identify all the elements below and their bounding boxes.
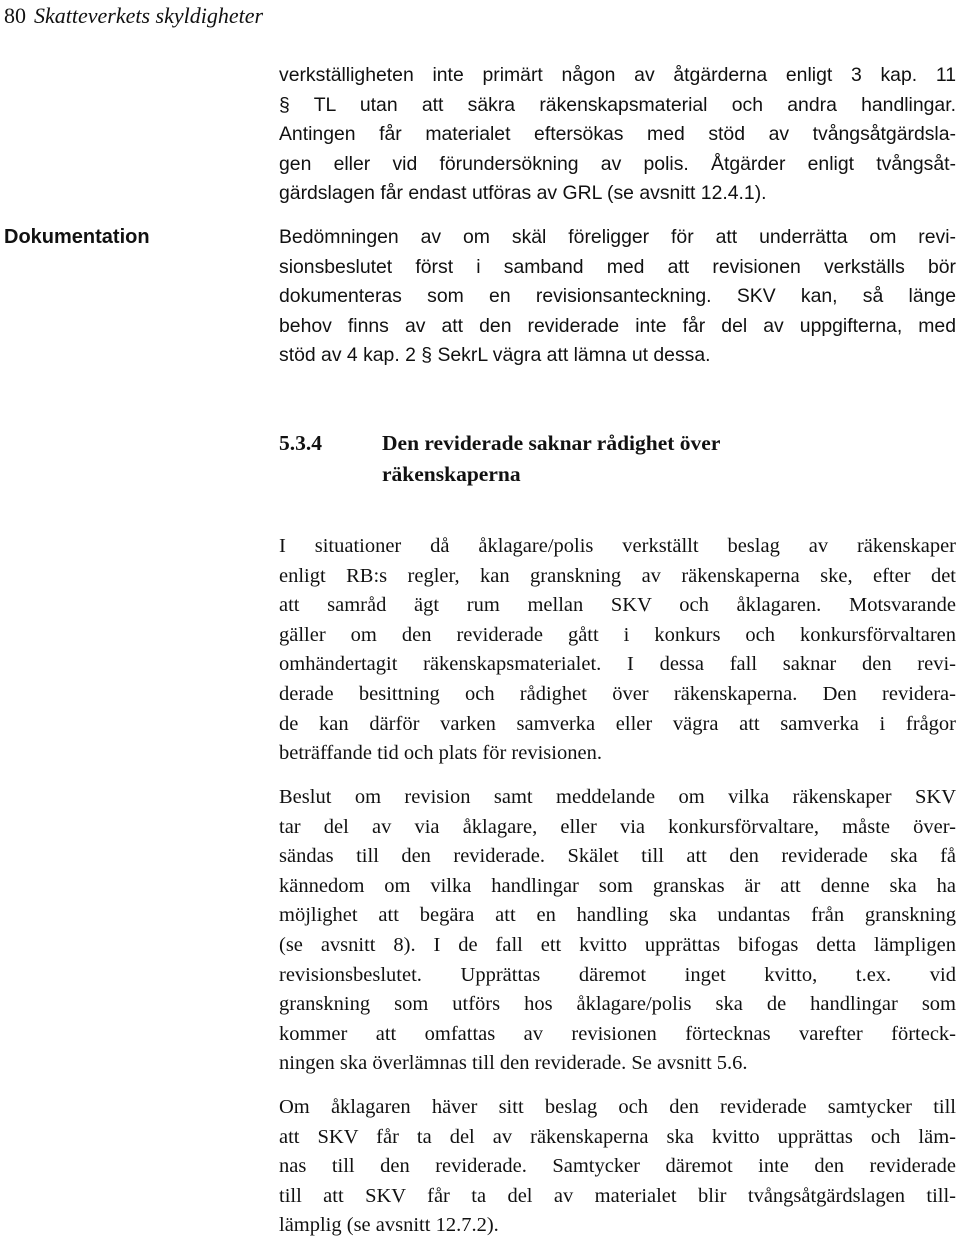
dokumentation-paragraph — [279, 223, 956, 371]
text-line: att samråd ägt rum mellan SKV och åklagaren. Motsvarande — [279, 594, 956, 617]
text-line: Om åklagaren häver sitt beslag och den reviderade samtycker till — [279, 1096, 956, 1118]
margin-heading: Dokumentation — [4, 226, 150, 248]
text-line: till att SKV får ta del av materialet blir tvångsåtgärdslagen till- — [279, 1184, 956, 1207]
text-line: gärdslagen får endast utföras av GRL (se avsnitt 12.4.1). — [279, 182, 767, 205]
text-line: I situationer då åklagare/polis verkställt beslag av räkenskaper — [279, 535, 956, 557]
page-header — [4, 2, 263, 30]
text-line: lämplig (se avsnitt 12.7.2). — [279, 1214, 499, 1237]
text-line: revisionsbeslutet. Upprättas däremot inget kvitto, t.ex. vid — [279, 963, 956, 986]
text-line: de kan därför varken samverka eller vägra att samverka i frågor — [279, 712, 956, 735]
text-line: Beslut om revision samt meddelande om vilka räkenskaper SKV — [279, 786, 956, 808]
intro-paragraph — [279, 61, 956, 209]
text-line: Antingen får materialet eftersökas med stöd av tvångsåtgärdsla- — [279, 123, 956, 146]
text-line: stöd av 4 kap. 2 § SekrL vägra att lämna ut dessa. — [279, 344, 711, 367]
text-line: dokumenteras som en revisionsanteckning. SKV kan, så länge — [279, 285, 956, 308]
text-line: ningen ska överlämnas till den reviderade. Se avsnitt 5.6. — [279, 1052, 748, 1075]
text-line: kännedom om vilka handlingar som granskas är att denne ska ha — [279, 874, 956, 897]
text-line: att SKV får ta del av räkenskaperna ska kvitto upprättas och läm- — [279, 1125, 956, 1148]
running-title: Skatteverkets skyldigheter — [34, 3, 264, 28]
text-line: granskning som utförs hos åklagare/polis ska de handlingar som — [279, 993, 956, 1016]
section-title-line: Den reviderade saknar rådighet över — [382, 431, 721, 455]
section-title — [382, 428, 942, 490]
text-line: nas till den reviderade. Samtycker däremot inte den reviderade — [279, 1155, 956, 1178]
text-line: gen eller vid förundersökning av polis. Åtgärder enligt tvångsåt- — [279, 152, 956, 175]
text-line: omhändertagit räkenskapsmaterialet. I dessa fall saknar den revi- — [279, 653, 956, 676]
text-line: beträffande tid och plats för revisionen. — [279, 742, 602, 765]
text-line: verkställigheten inte primärt någon av åtgärderna enligt 3 kap. 11 — [279, 64, 956, 86]
section-title-line: räkenskaperna — [382, 462, 521, 486]
text-line: derade besittning och rådighet över räkenskaperna. Den revidera- — [279, 682, 956, 705]
body-paragraph-3 — [279, 1093, 956, 1241]
text-line: gäller om den reviderade gått i konkurs och konkursförvaltaren — [279, 623, 956, 646]
body-paragraph-1 — [279, 532, 956, 769]
text-line: sändas till den reviderade. Skälet till att den reviderade ska få — [279, 845, 956, 868]
text-line: tar del av via åklagare, eller via konkursförvaltare, måste över- — [279, 815, 956, 838]
text-line: möjlighet att begära att en handling ska undantas från granskning — [279, 904, 956, 927]
text-line: enligt RB:s regler, kan granskning av räkenskaperna ske, efter det — [279, 564, 956, 587]
section-number: 5.3.4 — [279, 431, 322, 455]
text-line: § TL utan att säkra räkenskapsmaterial och andra handlingar. — [279, 93, 956, 116]
text-line: Bedömningen av om skäl föreligger för att underrätta om revi- — [279, 226, 956, 248]
page-number: 80 — [4, 3, 26, 28]
text-line: (se avsnitt 8). I de fall ett kvitto upprättas bifogas detta lämpligen — [279, 933, 956, 956]
text-line: kommer att omfattas av revisionen förtecknas varefter förteck- — [279, 1022, 956, 1045]
body-paragraph-2 — [279, 783, 956, 1079]
text-line: sionsbeslutet först i samband med att revisionen verkställs bör — [279, 255, 956, 278]
text-line: behov finns av att den reviderade inte får del av uppgifterna, med — [279, 314, 956, 337]
